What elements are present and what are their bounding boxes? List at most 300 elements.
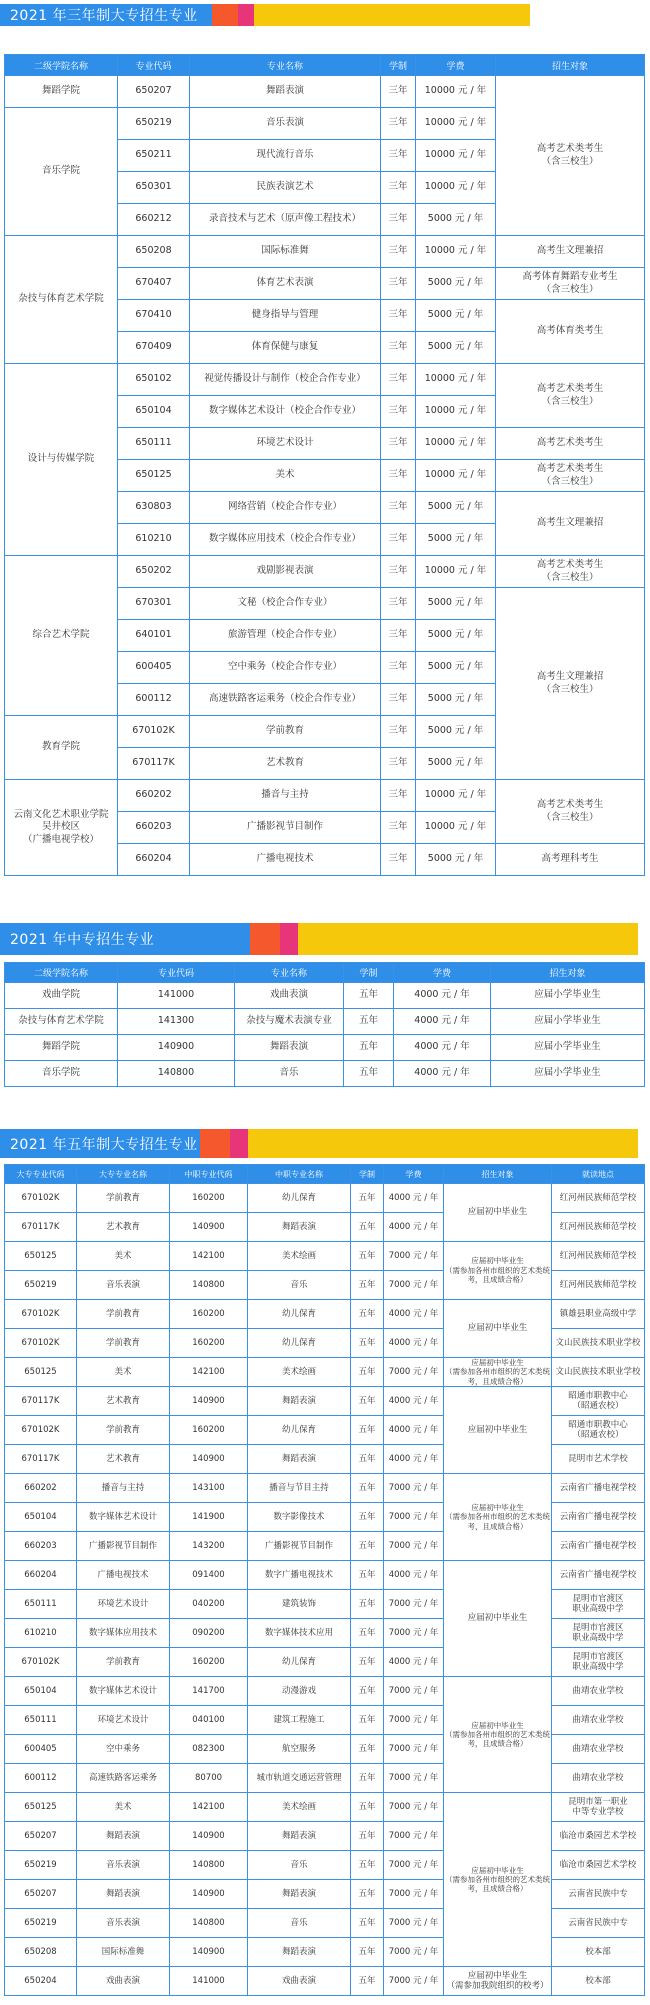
table-cell xyxy=(416,652,496,684)
table-cell xyxy=(77,1532,170,1561)
cell-text: 中等专业学校 xyxy=(572,1807,624,1818)
table-cell xyxy=(491,1035,645,1061)
table-cell xyxy=(190,716,381,748)
cell-text: 应届小学毕业生 xyxy=(534,989,601,1001)
cell-text: （需参加我院组织的校考） xyxy=(446,1981,549,1992)
table-cell xyxy=(552,1300,645,1329)
cell-text: 云南省广播电视学校 xyxy=(559,1482,637,1493)
cell-text: 应届初中毕业生 xyxy=(471,1358,524,1367)
table-cell xyxy=(384,1329,444,1358)
table-cell xyxy=(491,1009,645,1035)
table-cell xyxy=(394,1061,491,1087)
cell-text: 艺术教育 xyxy=(105,1453,140,1464)
table-cell xyxy=(381,684,416,716)
cell-text: 三年 xyxy=(388,565,408,577)
cell-text: 10000 元 / 年 xyxy=(424,469,487,481)
table-cell xyxy=(248,1503,351,1532)
cell-text: （含三校生） xyxy=(541,395,599,407)
table-cell xyxy=(5,1590,77,1619)
section-title-three-year: 2021 年三年制大专招生专业 xyxy=(0,4,212,26)
column-header: 就读地点 xyxy=(552,1165,645,1184)
table-cell xyxy=(77,1909,170,1938)
cell-text: 数字广播电视技术 xyxy=(264,1569,333,1580)
table-cell xyxy=(351,1271,384,1300)
table-cell xyxy=(5,108,118,236)
cell-text: 660202 xyxy=(135,789,172,801)
cell-text: 戏曲学院 xyxy=(41,989,80,1001)
cell-text: 数字媒体艺术设计 xyxy=(88,1685,157,1696)
cell-text: 播音与主持 xyxy=(101,1482,145,1493)
column-header: 专业名称 xyxy=(235,963,344,983)
table-cell xyxy=(5,1706,77,1735)
table-cell xyxy=(77,1822,170,1851)
table-cell xyxy=(170,1358,248,1387)
cell-text: 应届小学毕业生 xyxy=(534,1015,601,1027)
table-cell xyxy=(381,300,416,332)
cell-text: 650211 xyxy=(135,149,172,161)
table-cell xyxy=(5,76,118,108)
table-cell xyxy=(190,108,381,140)
table-cell xyxy=(190,332,381,364)
column-header: 学费 xyxy=(384,1165,444,1184)
cell-text: 校本部 xyxy=(585,1975,611,1986)
cell-text: 三年 xyxy=(388,437,408,449)
table-cell xyxy=(384,1764,444,1793)
cell-text: 舞蹈表演 xyxy=(269,1041,308,1053)
table-cell xyxy=(190,396,381,428)
table-cell xyxy=(77,1358,170,1387)
table-cell xyxy=(170,1880,248,1909)
cell-text: 五年 xyxy=(358,1015,378,1027)
cell-text: 广播电视技术 xyxy=(97,1569,149,1580)
table-cell xyxy=(77,1242,170,1271)
table-cell xyxy=(77,1648,170,1677)
table-cell xyxy=(384,1358,444,1387)
table-cell xyxy=(416,172,496,204)
table-cell xyxy=(248,1590,351,1619)
table-cell xyxy=(5,1822,77,1851)
table-cell xyxy=(248,1474,351,1503)
cell-text: 三年 xyxy=(388,85,408,97)
cell-text: 10000 元 / 年 xyxy=(424,245,487,257)
table-cell xyxy=(491,983,645,1009)
table-cell xyxy=(77,1677,170,1706)
banner-stripe-pink xyxy=(238,4,254,26)
table-cell xyxy=(118,748,190,780)
cell-text: 670117K xyxy=(21,1453,60,1464)
table-cell xyxy=(190,300,381,332)
cell-text: 7000 元 / 年 xyxy=(388,1250,439,1261)
table-cell xyxy=(248,1300,351,1329)
banner-stripe-orange xyxy=(250,923,280,955)
table-cell xyxy=(170,1561,248,1590)
table-cell xyxy=(552,1677,645,1706)
table-cell xyxy=(384,1967,444,1996)
cell-text: 应届小学毕业生 xyxy=(534,1041,601,1053)
table-cell xyxy=(384,1677,444,1706)
section-title-secondary: 2021 年中专招生专业 xyxy=(0,923,250,955)
cell-text: 美术绘画 xyxy=(281,1250,316,1261)
cell-text: 环境艺术设计 xyxy=(97,1714,149,1725)
table-cell xyxy=(384,1242,444,1271)
cell-text: 三年 xyxy=(388,405,408,417)
table-cell xyxy=(351,1213,384,1242)
cell-text: 082300 xyxy=(192,1743,225,1754)
cell-text: 舞蹈表演 xyxy=(281,1888,316,1899)
cell-text: 戏曲表演 xyxy=(269,989,308,1001)
table-cell xyxy=(5,1213,77,1242)
cell-text: 7000 元 / 年 xyxy=(388,1859,439,1870)
table-cell xyxy=(351,1561,384,1590)
cell-text: 5000 元 / 年 xyxy=(427,309,484,321)
table-cell xyxy=(118,332,190,364)
table-cell xyxy=(118,812,190,844)
cell-text: 五年 xyxy=(358,1888,376,1899)
table-cell xyxy=(77,1764,170,1793)
table-cell xyxy=(5,1387,77,1416)
table-cell xyxy=(77,1445,170,1474)
cell-text: 三年 xyxy=(388,629,408,641)
cell-text: 应届小学毕业生 xyxy=(534,1067,601,1079)
column-header: 中职专业代码 xyxy=(170,1165,248,1184)
cell-text: 五年 xyxy=(358,1598,376,1609)
cell-text: 高考艺术类考生 xyxy=(536,463,604,475)
table-cell xyxy=(77,1793,170,1822)
table-cell xyxy=(416,780,496,812)
table-cell xyxy=(248,1822,351,1851)
cell-text: 曲靖农业学校 xyxy=(572,1685,624,1696)
cell-text: 三年 xyxy=(388,245,408,257)
cell-text: 650111 xyxy=(135,437,172,449)
table-cell xyxy=(5,1329,77,1358)
cell-text: 三年 xyxy=(388,117,408,129)
cell-text: 140900 xyxy=(192,1888,225,1899)
cell-text: 610210 xyxy=(135,533,172,545)
cell-text: 4000 元 / 年 xyxy=(388,1192,439,1203)
cell-text: 红河州民族师范学校 xyxy=(559,1279,637,1290)
banner-stripe-pink xyxy=(280,923,298,955)
cell-text: 三年 xyxy=(388,821,408,833)
table-cell xyxy=(351,1358,384,1387)
cell-text: 职业高级中学 xyxy=(572,1662,624,1673)
table-cell xyxy=(552,1561,645,1590)
table-cell xyxy=(384,1387,444,1416)
cell-text: 临沧市桑园艺术学校 xyxy=(559,1859,637,1870)
cell-text: 幼儿保育 xyxy=(281,1337,316,1348)
cell-text: 航空服务 xyxy=(281,1743,316,1754)
cell-text: 五年 xyxy=(358,1482,376,1493)
cell-text: 杂技与魔术表演专业 xyxy=(246,1015,332,1027)
cell-text: 140900 xyxy=(192,1830,225,1841)
table-cell xyxy=(381,460,416,492)
table-cell xyxy=(444,1387,552,1474)
cell-text: 三年 xyxy=(388,309,408,321)
table-cell xyxy=(248,1967,351,1996)
table-cell xyxy=(496,460,645,492)
table-cell xyxy=(77,1706,170,1735)
cell-text: 美术 xyxy=(275,469,295,481)
cell-text: 综合艺术学院 xyxy=(32,629,90,641)
cell-text: 舞蹈表演 xyxy=(281,1221,316,1232)
cell-text: 舞蹈表演 xyxy=(281,1395,316,1406)
cell-text: 040200 xyxy=(192,1598,225,1609)
cell-text: 应届初中毕业生 xyxy=(471,1256,524,1266)
cell-text: 幼儿保育 xyxy=(281,1308,316,1319)
table-cell xyxy=(118,1035,235,1061)
cell-text: 三年 xyxy=(388,149,408,161)
column-header: 二级学院名称 xyxy=(5,963,118,983)
cell-text: 600405 xyxy=(24,1743,57,1754)
table-cell xyxy=(552,1619,645,1648)
cell-text: 670102K xyxy=(132,725,175,737)
table-cell xyxy=(351,1387,384,1416)
cell-text: 五年 xyxy=(358,1685,376,1696)
cell-text: 五年 xyxy=(358,1366,376,1377)
cell-text: 10000 元 / 年 xyxy=(424,149,487,161)
table-cell xyxy=(118,684,190,716)
cell-text: 音乐 xyxy=(279,1067,299,1079)
column-header: 招生对象 xyxy=(491,963,645,983)
cell-text: 7000 元 / 年 xyxy=(388,1685,439,1696)
table-cell xyxy=(118,300,190,332)
cell-text: 7000 元 / 年 xyxy=(388,1511,439,1522)
table-cell xyxy=(77,1503,170,1532)
table-cell xyxy=(5,556,118,716)
table-cell xyxy=(552,1474,645,1503)
cell-text: 幼儿保育 xyxy=(281,1192,316,1203)
cell-text: 广播影视节目制作 xyxy=(264,1540,333,1551)
table-cell xyxy=(416,396,496,428)
table-cell xyxy=(394,1009,491,1035)
table-cell xyxy=(118,140,190,172)
cell-text: 5000 元 / 年 xyxy=(427,277,484,289)
table-row xyxy=(5,1035,645,1061)
table-cell xyxy=(416,364,496,396)
table-cell xyxy=(77,1851,170,1880)
table-cell xyxy=(416,844,496,876)
cell-text: 五年 xyxy=(358,1308,376,1319)
table-cell xyxy=(118,524,190,556)
cell-text: 143100 xyxy=(192,1482,225,1493)
cell-text: 曲靖农业学校 xyxy=(572,1714,624,1725)
cell-text: 音乐表演 xyxy=(105,1917,140,1928)
table-cell xyxy=(381,236,416,268)
table-cell xyxy=(190,492,381,524)
table-cell xyxy=(351,1445,384,1474)
table-cell xyxy=(170,1300,248,1329)
table-cell xyxy=(170,1329,248,1358)
table-cell xyxy=(235,1035,344,1061)
cell-text: 应届初中毕业生 xyxy=(467,1207,528,1218)
table-cell xyxy=(5,1445,77,1474)
cell-text: 4000 元 / 年 xyxy=(388,1453,439,1464)
cell-text: 5000 元 / 年 xyxy=(427,853,484,865)
cell-text: 三年 xyxy=(388,693,408,705)
table-cell xyxy=(190,428,381,460)
cell-text: 数字媒体技术应用 xyxy=(264,1627,333,1638)
table-cell xyxy=(118,76,190,108)
cell-text: 660203 xyxy=(135,821,172,833)
cell-text: 现代流行音乐 xyxy=(256,149,314,161)
section-banner-three-year xyxy=(0,4,638,26)
cell-text: 142100 xyxy=(192,1366,225,1377)
cell-text: 镇雄县职业高级中学 xyxy=(559,1308,637,1319)
table-cell xyxy=(384,1503,444,1532)
cell-text: 7000 元 / 年 xyxy=(388,1598,439,1609)
cell-text: 录音技术与艺术（原声像工程技术） xyxy=(208,213,361,225)
cell-text: 旅游管理（校企合作专业） xyxy=(227,629,342,641)
cell-text: 10000 元 / 年 xyxy=(424,789,487,801)
table-cell xyxy=(235,1009,344,1035)
cell-text: 090200 xyxy=(192,1627,225,1638)
cell-text: 650104 xyxy=(135,405,172,417)
cell-text: 戏曲表演 xyxy=(281,1975,316,1986)
table-cell xyxy=(552,1706,645,1735)
table-cell xyxy=(248,1619,351,1648)
table-cell xyxy=(5,1532,77,1561)
table-row xyxy=(5,1474,645,1503)
cell-text: 数字媒体艺术设计（校企合作专业） xyxy=(208,405,361,417)
cell-text: （需参加各州市组织的艺术类统考，且成绩合格） xyxy=(445,1512,550,1531)
cell-text: 高考生文理兼招 xyxy=(536,245,604,257)
table-cell xyxy=(552,1503,645,1532)
cell-text: 160200 xyxy=(192,1308,225,1319)
table-cell xyxy=(190,844,381,876)
table-cell xyxy=(344,1009,394,1035)
cell-text: 三年 xyxy=(388,597,408,609)
table-cell xyxy=(552,1967,645,1996)
cell-text: 体育艺术表演 xyxy=(256,277,314,289)
cell-text: 10000 元 / 年 xyxy=(424,405,487,417)
table-cell xyxy=(118,716,190,748)
table-cell xyxy=(5,364,118,556)
cell-text: 音乐表演 xyxy=(265,117,304,129)
cell-text: 三年 xyxy=(388,373,408,385)
cell-text: 5000 元 / 年 xyxy=(427,597,484,609)
table-cell xyxy=(351,1938,384,1967)
table-cell xyxy=(384,1416,444,1445)
table-cell xyxy=(170,1445,248,1474)
cell-text: 10000 元 / 年 xyxy=(424,437,487,449)
cell-text: 舞蹈表演 xyxy=(105,1888,140,1899)
cell-text: 160200 xyxy=(192,1337,225,1348)
cell-text: 教育学院 xyxy=(41,741,80,753)
table-cell xyxy=(381,332,416,364)
cell-text: 应届初中毕业生 xyxy=(471,1720,524,1730)
table-cell xyxy=(118,364,190,396)
table-cell xyxy=(552,1880,645,1909)
table-cell xyxy=(381,620,416,652)
table-cell xyxy=(381,524,416,556)
table-cell xyxy=(190,620,381,652)
table-cell xyxy=(170,1851,248,1880)
table-cell xyxy=(77,1416,170,1445)
table-cell xyxy=(351,1793,384,1822)
table-cell xyxy=(170,1938,248,1967)
table-cell xyxy=(5,1242,77,1271)
cell-text: 舞蹈表演 xyxy=(281,1453,316,1464)
cell-text: 7000 元 / 年 xyxy=(388,1772,439,1783)
cell-text: 4000 元 / 年 xyxy=(388,1569,439,1580)
cell-text: 国际标准舞 xyxy=(261,245,309,257)
table-cell xyxy=(190,268,381,300)
table-cell xyxy=(77,1880,170,1909)
table-cell xyxy=(344,983,394,1009)
table-cell xyxy=(170,1242,248,1271)
cell-text: （广播电视学校） xyxy=(22,833,99,845)
table-cell xyxy=(381,364,416,396)
cell-text: 040100 xyxy=(192,1714,225,1725)
cell-text: （含三校生） xyxy=(541,571,599,583)
cell-text: 应届初中毕业生 xyxy=(467,1613,528,1624)
table-cell xyxy=(384,1938,444,1967)
cell-text: 建筑工程施工 xyxy=(273,1714,325,1725)
cell-text: 曲靖农业学校 xyxy=(572,1743,624,1754)
table-cell xyxy=(344,1061,394,1087)
table-cell xyxy=(77,1271,170,1300)
cell-text: 10000 元 / 年 xyxy=(424,117,487,129)
cell-text: 高考艺术类考生 xyxy=(536,383,604,395)
table-cell xyxy=(170,1909,248,1938)
cell-text: 5000 元 / 年 xyxy=(427,725,484,737)
table-cell xyxy=(5,1300,77,1329)
cell-text: 环境艺术设计 xyxy=(97,1598,149,1609)
table-cell xyxy=(235,1061,344,1087)
table-cell xyxy=(118,1009,235,1035)
cell-text: 三年 xyxy=(388,725,408,737)
cell-text: 舞蹈表演 xyxy=(265,85,304,97)
cell-text: 650202 xyxy=(135,565,172,577)
cell-text: 三年 xyxy=(388,789,408,801)
cell-text: 10000 元 / 年 xyxy=(424,85,487,97)
table-cell xyxy=(381,76,416,108)
table-cell xyxy=(5,1061,118,1087)
cell-text: 高考艺术类考生 xyxy=(536,143,604,155)
cell-text: 音乐 xyxy=(290,1279,308,1290)
table-cell xyxy=(444,1967,552,1996)
cell-text: 140900 xyxy=(192,1221,225,1232)
table-cell xyxy=(170,1271,248,1300)
table-cell xyxy=(416,588,496,620)
cell-text: 学前教育 xyxy=(105,1192,140,1203)
section-banner-secondary xyxy=(0,923,638,955)
table-cell xyxy=(381,396,416,428)
cell-text: 应届初中毕业生 xyxy=(471,1865,524,1875)
table-cell xyxy=(444,1677,552,1793)
cell-text: 云南省民族中专 xyxy=(568,1888,628,1899)
table-cell xyxy=(552,1271,645,1300)
table-cell xyxy=(170,1822,248,1851)
cell-text: 7000 元 / 年 xyxy=(388,1975,439,1986)
table-row xyxy=(5,983,645,1009)
table-cell xyxy=(416,716,496,748)
three-year-college-table xyxy=(4,54,645,876)
cell-text: 141000 xyxy=(192,1975,225,1986)
table-cell xyxy=(5,1677,77,1706)
table-cell xyxy=(552,1764,645,1793)
cell-text: 数字媒体应用技术 xyxy=(88,1627,157,1638)
cell-text: 健身指导与管理 xyxy=(251,309,319,321)
table-cell xyxy=(118,620,190,652)
cell-text: 高考体育类考生 xyxy=(536,325,604,337)
cell-text: （昭通农校） xyxy=(572,1430,624,1441)
cell-text: 幼儿保育 xyxy=(281,1656,316,1667)
table-cell xyxy=(248,1561,351,1590)
table-cell xyxy=(384,1445,444,1474)
table-cell xyxy=(248,1271,351,1300)
table-cell xyxy=(5,1035,118,1061)
cell-text: 670117K xyxy=(21,1395,60,1406)
